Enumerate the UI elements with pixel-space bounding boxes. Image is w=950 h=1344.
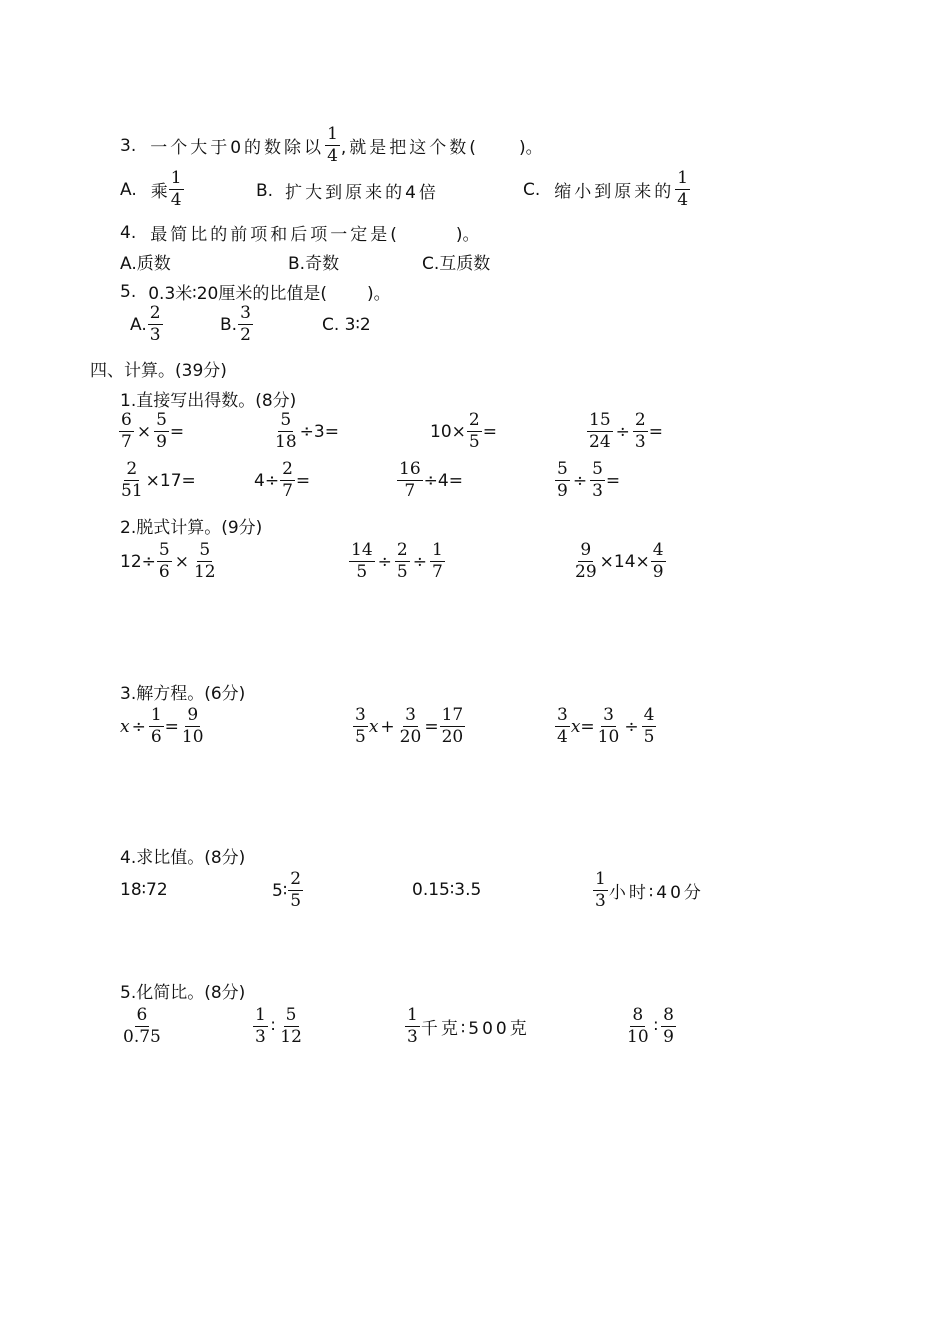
- p4-ratio-2: [272, 869, 304, 912]
- math-token: ÷: [377, 551, 392, 572]
- p3-equation-2: [352, 705, 466, 748]
- part-1-title: 1.直接写出得数。(8分): [120, 391, 297, 411]
- q3-option-a-fraction: [169, 168, 184, 211]
- q5-option-a[interactable]: [130, 303, 164, 346]
- numerator: 2: [396, 540, 408, 560]
- p1-item-6: [254, 459, 310, 502]
- section-4-title: 四、计算。(39分): [90, 361, 227, 381]
- fraction: [273, 410, 299, 453]
- denominator: 9: [663, 1027, 674, 1047]
- fraction: [157, 540, 172, 583]
- fraction: [349, 540, 375, 583]
- q5-stem: [120, 279, 391, 304]
- denominator: 10: [627, 1027, 649, 1047]
- p2-expr-1: [120, 540, 219, 583]
- numerator: 1: [327, 124, 338, 144]
- fraction: [253, 1005, 268, 1048]
- fraction: [661, 1005, 676, 1048]
- math-token: B.: [256, 180, 274, 201]
- denominator: 7: [404, 481, 416, 501]
- math-token: x: [570, 716, 581, 737]
- q3-option-c[interactable]: [523, 168, 691, 211]
- fraction: [651, 540, 666, 583]
- fraction: [119, 459, 145, 502]
- p1-item-2: [272, 410, 339, 453]
- q3-text-a: 一个大于0的数除以: [150, 138, 325, 158]
- numerator: 4: [652, 540, 664, 560]
- q3-option-c-fraction: [675, 168, 690, 211]
- numerator: 1: [407, 1005, 418, 1025]
- fraction: [149, 705, 164, 748]
- denominator: 12: [193, 562, 216, 582]
- denominator: 0.75: [123, 1027, 161, 1047]
- p4-ratio-1: 18∶72: [120, 880, 168, 900]
- numerator: 1: [150, 705, 162, 725]
- q5-number: 5.: [120, 281, 137, 302]
- numerator: 9: [580, 540, 592, 560]
- p3-equation-1: [120, 705, 207, 748]
- fraction: [430, 540, 445, 583]
- math-token: 千克∶500克: [420, 1019, 530, 1039]
- denominator: 9: [652, 562, 664, 582]
- denominator: 20: [441, 727, 464, 747]
- q3-stem: [120, 124, 543, 167]
- denominator: 51: [121, 481, 143, 501]
- math-token: ÷3=: [299, 421, 339, 442]
- part-2-title: 2.脱式计算。(9分): [120, 518, 263, 538]
- denominator: 3: [634, 432, 646, 452]
- fraction: [398, 705, 424, 748]
- numerator: 2: [149, 303, 161, 323]
- p1-item-5: [118, 459, 196, 502]
- math-token: ∶: [270, 1016, 276, 1037]
- fraction: [395, 540, 410, 583]
- denominator: 5: [643, 727, 655, 747]
- fraction: [192, 540, 218, 583]
- p1-item-8: [554, 459, 620, 502]
- math-token: =: [648, 421, 663, 442]
- math-token: ÷: [572, 470, 588, 491]
- numerator: 17: [441, 705, 464, 725]
- denominator: 7: [282, 481, 293, 501]
- numerator: 5: [158, 540, 170, 560]
- math-token: ×14×: [599, 551, 650, 572]
- q4-option-c[interactable]: C.互质数: [422, 254, 491, 274]
- numerator: 8: [663, 1005, 674, 1025]
- denominator: 2: [240, 325, 251, 345]
- math-token: =: [295, 470, 311, 491]
- q5-option-a-fraction: [148, 303, 163, 346]
- q3-option-b[interactable]: [256, 178, 439, 203]
- fraction: [353, 705, 368, 748]
- q3-text-c: )。: [518, 138, 543, 158]
- part-4-title: 4.求比值。(8分): [120, 848, 246, 868]
- fraction: [278, 1005, 304, 1048]
- denominator: 7: [121, 432, 132, 452]
- denominator: 29: [575, 562, 597, 582]
- math-token: ÷: [615, 421, 630, 442]
- part-5-title: 5.化简比。(8分): [120, 983, 246, 1003]
- p1-item-4: [586, 410, 663, 453]
- denominator: 4: [327, 146, 338, 166]
- q4-stem: [120, 220, 480, 245]
- numerator: 1: [170, 168, 182, 188]
- fraction: [154, 410, 169, 453]
- math-token: 4÷: [254, 470, 280, 491]
- denominator: 18: [275, 432, 297, 452]
- math-token: =: [482, 421, 497, 442]
- fraction: [555, 705, 570, 748]
- numerator: 2: [126, 459, 138, 479]
- math-token: =: [164, 716, 179, 737]
- q3-fraction: [325, 124, 340, 167]
- numerator: 5: [592, 459, 603, 479]
- numerator: 2: [468, 410, 480, 430]
- math-token: ×17=: [145, 470, 196, 491]
- denominator: 5: [355, 727, 366, 747]
- numerator: 5: [285, 1005, 297, 1025]
- math-token: 缩小到原来的: [554, 182, 675, 202]
- math-token: 乘: [150, 182, 168, 202]
- numerator: 8: [632, 1005, 644, 1025]
- math-token: x: [120, 716, 130, 737]
- fraction: [121, 1005, 163, 1048]
- part-3-title: 3.解方程。(6分): [120, 684, 246, 704]
- fraction: [590, 459, 605, 502]
- fraction: [555, 459, 570, 502]
- fraction: [642, 705, 657, 748]
- denominator: 5: [356, 562, 368, 582]
- fraction: [180, 705, 206, 748]
- p1-item-3: [430, 410, 497, 453]
- numerator: 6: [121, 410, 132, 430]
- math-token: B.: [220, 314, 238, 335]
- p5-ratio-1: [120, 1005, 164, 1048]
- numerator: 5: [156, 410, 167, 430]
- numerator: 6: [136, 1005, 148, 1025]
- fraction: [593, 869, 608, 912]
- p1-item-1: [118, 410, 184, 453]
- denominator: 6: [150, 727, 162, 747]
- math-token: =: [169, 421, 185, 442]
- fraction: [405, 1005, 420, 1048]
- numerator: 2: [634, 410, 646, 430]
- numerator: 3: [240, 303, 251, 323]
- q5-option-c[interactable]: C. 3∶2: [322, 315, 371, 335]
- denominator: 10: [181, 727, 204, 747]
- denominator: 9: [156, 432, 167, 452]
- denominator: 3: [592, 481, 603, 501]
- p5-ratio-3: [404, 1005, 530, 1048]
- math-token: )。: [366, 284, 391, 304]
- math-token: 0.3米∶20厘米的比值是(: [148, 284, 327, 304]
- math-token: ×: [136, 421, 152, 442]
- denominator: 3: [407, 1027, 418, 1047]
- numerator: 2: [282, 459, 293, 479]
- q5-option-b[interactable]: [220, 303, 254, 346]
- p5-ratio-4: [624, 1005, 677, 1048]
- numerator: 3: [355, 705, 366, 725]
- q5-option-b-fraction: [238, 303, 253, 346]
- math-token: 12÷: [120, 551, 156, 572]
- math-token: A.: [120, 179, 137, 200]
- math-token: ×: [174, 551, 189, 572]
- numerator: 5: [557, 459, 568, 479]
- math-token: ÷: [412, 551, 427, 572]
- denominator: 5: [468, 432, 480, 452]
- numerator: 5: [280, 410, 292, 430]
- numerator: 3: [603, 705, 614, 725]
- math-token: =: [424, 716, 439, 737]
- math-token: +: [380, 716, 395, 737]
- math-token: 小时∶40分: [608, 883, 704, 903]
- q4-option-a[interactable]: A.质数: [120, 254, 171, 274]
- math-token: 10×: [430, 421, 466, 442]
- math-token: 最简比的前项和后项一定是(: [150, 225, 400, 245]
- denominator: 6: [158, 562, 170, 582]
- fraction: [397, 459, 423, 502]
- numerator: 14: [351, 540, 373, 560]
- q4-number: 4.: [120, 222, 137, 243]
- p3-equation-3: [554, 705, 657, 748]
- denominator: 3: [255, 1027, 266, 1047]
- numerator: 1: [595, 869, 606, 889]
- math-token: A.: [130, 314, 147, 335]
- denominator: 4: [170, 190, 182, 210]
- denominator: 9: [557, 481, 568, 501]
- q3-number: 3.: [120, 135, 137, 156]
- denominator: 5: [396, 562, 408, 582]
- fraction: [596, 705, 622, 748]
- numerator: 3: [405, 705, 416, 725]
- numerator: 1: [255, 1005, 266, 1025]
- q4-option-b[interactable]: B.奇数: [288, 254, 340, 274]
- numerator: 16: [399, 459, 421, 479]
- denominator: 7: [431, 562, 443, 582]
- fraction: [587, 410, 613, 453]
- denominator: 20: [399, 727, 422, 747]
- math-token: )。: [455, 225, 480, 245]
- math-token: ÷4=: [423, 470, 463, 491]
- math-token: =: [580, 716, 595, 737]
- denominator: 5: [290, 891, 302, 911]
- math-token: ∶: [653, 1016, 659, 1037]
- denominator: 10: [597, 727, 620, 747]
- numerator: 5: [199, 540, 211, 560]
- math-token: x: [368, 716, 379, 737]
- denominator: 3: [149, 325, 161, 345]
- denominator: 4: [557, 727, 568, 747]
- fraction: [280, 459, 295, 502]
- fraction: [119, 410, 134, 453]
- numerator: 3: [557, 705, 568, 725]
- fraction: [633, 410, 648, 453]
- p5-ratio-2: [252, 1005, 305, 1048]
- math-token: ÷: [131, 716, 146, 737]
- fraction: [467, 410, 482, 453]
- p4-ratio-4: [592, 869, 704, 912]
- p2-expr-2: [348, 540, 446, 583]
- numerator: 1: [431, 540, 443, 560]
- numerator: 9: [187, 705, 199, 725]
- fraction: [440, 705, 466, 748]
- numerator: 2: [290, 869, 302, 889]
- math-token: 扩大到原来的4倍: [285, 183, 439, 203]
- denominator: 4: [677, 190, 689, 210]
- numerator: 4: [643, 705, 655, 725]
- math-token: C.: [523, 179, 541, 200]
- denominator: 3: [595, 891, 606, 911]
- q3-text-b: ,就是把这个数(: [340, 138, 479, 158]
- fraction: [573, 540, 599, 583]
- numerator: 15: [589, 410, 611, 430]
- p4-ratio-3: 0.15∶3.5: [412, 880, 482, 900]
- numerator: 1: [677, 168, 689, 188]
- p2-expr-3: [572, 540, 667, 583]
- fraction: [288, 869, 303, 912]
- p1-item-7: [396, 459, 463, 502]
- q3-option-a[interactable]: [120, 168, 185, 211]
- math-token: ÷: [624, 716, 639, 737]
- denominator: 24: [589, 432, 611, 452]
- math-token: =: [605, 470, 621, 491]
- fraction: [625, 1005, 651, 1048]
- denominator: 12: [280, 1027, 302, 1047]
- math-token: 5∶: [272, 880, 288, 901]
